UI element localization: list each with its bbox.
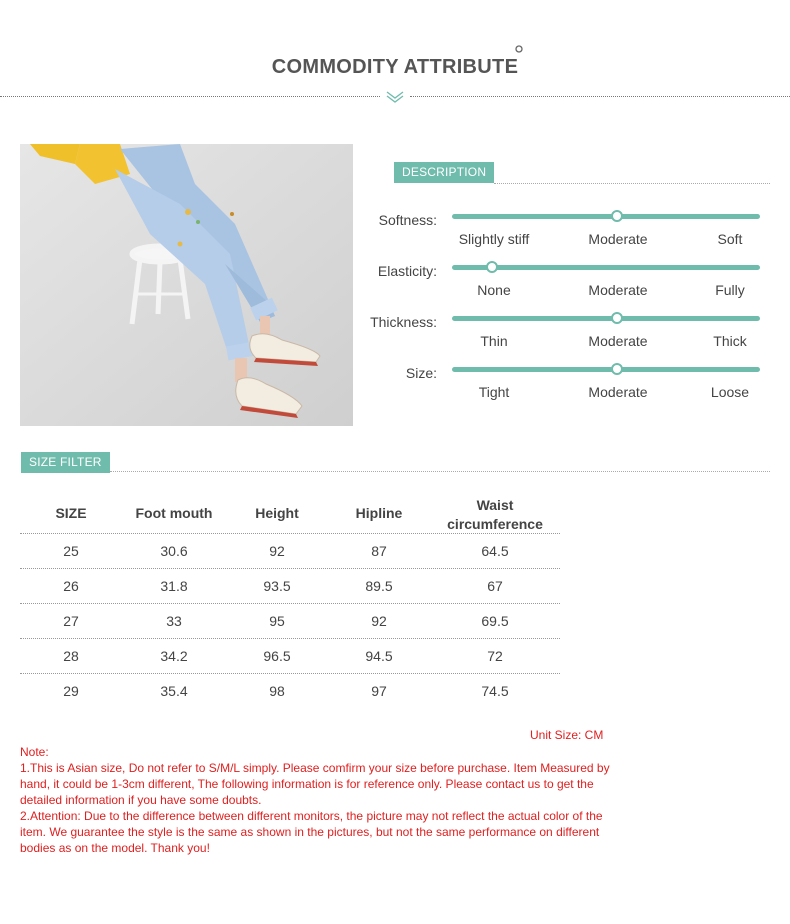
- notes-heading: Note:: [20, 745, 49, 759]
- elasticity-option-mid: Moderate: [588, 282, 648, 298]
- elasticity-option-low: None: [477, 282, 511, 298]
- size-indicator: [611, 363, 623, 375]
- table-cell: 92: [269, 543, 285, 559]
- table-header-hipline: Hipline: [355, 505, 403, 521]
- size-filter-divider: [110, 471, 770, 472]
- table-cell: 34.2: [160, 648, 188, 664]
- softness-label: Softness:: [378, 212, 437, 228]
- description-tab: DESCRIPTION: [394, 162, 494, 183]
- table-cell: 97: [371, 683, 387, 699]
- table-cell: 26: [63, 578, 79, 594]
- table-cell: 28: [63, 648, 79, 664]
- size-option-mid: Moderate: [588, 384, 648, 400]
- header-divider-right: [410, 96, 790, 97]
- table-cell: 27: [63, 613, 79, 629]
- size-label: Size:: [405, 365, 437, 381]
- description-divider: [494, 183, 770, 184]
- size-option-low: Tight: [478, 384, 510, 400]
- elasticity-option-high: Fully: [715, 282, 745, 298]
- thickness-label: Thickness:: [370, 314, 437, 330]
- table-row-divider: [20, 533, 560, 534]
- softness-option-mid: Moderate: [588, 231, 648, 247]
- table-cell: 64.5: [481, 543, 509, 559]
- elasticity-label: Elasticity:: [377, 263, 437, 279]
- table-cell: 33: [166, 613, 182, 629]
- thickness-indicator: [611, 312, 623, 324]
- elasticity-indicator: [486, 261, 498, 273]
- table-cell: 31.8: [160, 578, 188, 594]
- page-title: COMMODITY ATTRIBUTE: [271, 56, 519, 78]
- table-cell: 92: [371, 613, 387, 629]
- header-divider-left: [0, 96, 380, 97]
- table-cell: 93.5: [263, 578, 291, 594]
- table-cell: 67: [487, 578, 503, 594]
- product-photo: [20, 144, 353, 426]
- table-header-size: SIZE: [55, 505, 87, 521]
- table-cell: 89.5: [365, 578, 393, 594]
- note-line-1: 1.This is Asian size, Do not refer to S/M/L simply. Please comfirm your size before purchase. Item Measured by hand, it could be 1-3cm different, The following information is for reference only. Please contact us to get the detailed information if you have some doubts.: [20, 761, 610, 807]
- table-header-height: Height: [255, 505, 299, 521]
- unit-size-label: Unit Size: CM: [530, 728, 604, 742]
- table-row-divider: [20, 568, 560, 569]
- table-cell: 87: [371, 543, 387, 559]
- table-row-divider: [20, 603, 560, 604]
- table-cell: 25: [63, 543, 79, 559]
- table-row-divider: [20, 638, 560, 639]
- table-cell: 69.5: [481, 613, 509, 629]
- notes-block: [20, 744, 610, 856]
- softness-option-low: Slightly stiff: [458, 231, 530, 247]
- thickness-option-high: Thick: [713, 333, 747, 349]
- elasticity-track: [452, 265, 760, 270]
- table-row-divider: [20, 673, 560, 674]
- softness-option-high: Soft: [717, 231, 743, 247]
- table-cell: 96.5: [263, 648, 291, 664]
- thickness-option-low: Thin: [480, 333, 508, 349]
- thickness-option-mid: Moderate: [588, 333, 648, 349]
- table-header-waist: Waist circumference: [447, 497, 543, 532]
- softness-track: [452, 214, 760, 219]
- degree-circle-icon: [514, 44, 524, 54]
- table-cell: 95: [269, 613, 285, 629]
- note-line-2: 2.Attention: Due to the difference between different monitors, the picture may not reflect the actual color of the item. We guarantee the style is the same as shown in the pictures, but not the same performance on different bodies as on the model. Thank you!: [20, 809, 603, 855]
- table-cell: 35.4: [160, 683, 188, 699]
- table-cell: 74.5: [481, 683, 509, 699]
- size-track: [452, 367, 760, 372]
- double-chevron-down-icon: [384, 90, 406, 104]
- table-cell: 72: [487, 648, 503, 664]
- table-cell: 30.6: [160, 543, 188, 559]
- softness-indicator: [611, 210, 623, 222]
- table-cell: 29: [63, 683, 79, 699]
- size-option-high: Loose: [710, 384, 750, 400]
- size-filter-tab: SIZE FILTER: [21, 452, 110, 473]
- table-cell: 98: [269, 683, 285, 699]
- table-header-foot-mouth: Foot mouth: [135, 505, 213, 521]
- thickness-track: [452, 316, 760, 321]
- table-cell: 94.5: [365, 648, 393, 664]
